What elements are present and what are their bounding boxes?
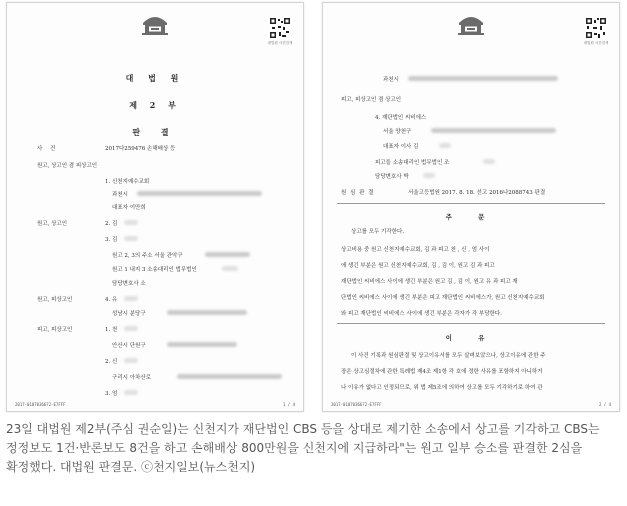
party-4-name: 4. 유 <box>105 297 118 303</box>
reasons-line-2: 장은 상고심절차에 관한 특례법 제4조 제1항 각 호에 정한 사유를 포함하지 아니하거 <box>341 369 543 375</box>
defendant-attorney: 담당변호사 박 <box>375 174 409 180</box>
holding-line-3: 에 생긴 부분은 원고 신천지예수교회, 김 , 김 이, 원고 김 과 피고 <box>341 263 495 269</box>
lower-court-label: 원 심 판 결 <box>341 190 375 196</box>
redacted-name <box>439 143 451 148</box>
judgment-page-1 <box>6 2 304 412</box>
case-label: 사 건 <box>37 146 59 152</box>
redacted-name <box>124 296 138 301</box>
party-role-defendant-appellee: 피고, 피상고인 <box>37 327 73 333</box>
party-1-address-label: 과천시 <box>112 192 128 198</box>
defendant-2-address: 구리시 아차산로 <box>112 375 151 381</box>
court-seal-icon <box>140 13 170 37</box>
redacted-address <box>167 310 247 315</box>
holding-line-4: 재단법인 씨비에스 사이에 생긴 부분은 원고 김 , 김 이, 원고 유 과 피고 재 <box>341 279 518 285</box>
document-id: 2017-0107036672-E7FFF <box>331 402 382 407</box>
attorney-line: 담당변호사 소 <box>112 281 146 287</box>
qr-code-icon <box>269 17 291 39</box>
page-number: 2 / 4 <box>598 402 611 407</box>
defendant-1-address: 안산시 단원구 <box>112 343 146 349</box>
redacted-name <box>222 266 238 271</box>
redacted-address <box>408 76 558 81</box>
division-name: 제 2 부 <box>129 100 181 110</box>
reasons-line-1: 이 사건 기록과 원심판결 및 상고이유서를 모두 살펴보았으나, 상고이유에 관한 주 <box>351 353 546 359</box>
defendant-1-name: 1. 천 <box>105 327 118 333</box>
party-role-defendant-appellant: 피고, 피상고인 겸 상고인 <box>341 97 402 103</box>
judgment-title: 판 결 <box>132 127 178 137</box>
redacted-name <box>124 358 138 363</box>
redacted-address <box>431 128 556 133</box>
page-number: 1 / 4 <box>282 402 295 407</box>
address-note: 원고 2, 3의 주소 서울 관악구 <box>112 253 183 259</box>
party-1-name: 1. 신천지예수교회 <box>105 179 150 185</box>
holding-title: 주 문 <box>445 213 497 221</box>
defendant-2-name: 2. 신 <box>105 359 118 365</box>
party-role-plaintiff-appellant: 원고, 상고인 <box>37 221 68 227</box>
party-1-representative: 대표자 이만희 <box>112 205 146 211</box>
holding-line-2: 상고비용 중 원고 신천지예수교회, 김 과 피고 천 , 신 , 엄 사이 <box>341 247 490 253</box>
reasons-title: 이 유 <box>445 334 497 342</box>
party-4-address: 성남시 분당구 <box>112 311 146 317</box>
redacted-name <box>423 173 435 178</box>
reasons-line-3: 나 이유가 없다고 인정되므로, 위 법 제5조에 의하여 상고를 모두 기각하기로 하여 관 <box>341 385 543 391</box>
photo-caption: 23일 대법원 제2부(주심 권순일)는 신천지가 재단법인 CBS 등을 상대로 제기한 소송에서 상고를 기각하고 CBS는 정정보도 1건·반론보도 8건을 하고 손해배상 800만원을 신천지에 지급하라"는 원고 일부 승소를 판결한 2심을 확정했다. 대법원 판결문. ⓒ천지일보(뉴스천지) <box>6 422 600 474</box>
defendant-3-name: 3. 엄 <box>105 391 118 397</box>
section-divider <box>337 323 605 324</box>
redacted-name <box>124 220 138 225</box>
party-role-plaintiff-appellee: 원고, 피상고인 <box>37 297 73 303</box>
section-divider <box>337 203 605 204</box>
redacted-name <box>124 326 138 331</box>
redacted-address <box>205 252 250 257</box>
court-seal-icon <box>456 13 486 37</box>
party-3-name: 3. 김 <box>105 237 118 243</box>
redacted-name <box>124 390 138 395</box>
document-id: 2017-0107036672-E7FFF <box>15 402 66 407</box>
lower-court-judgment: 서울고등법원 2017. 8. 18. 선고 2016나2088743 판결 <box>408 190 546 196</box>
redacted-address <box>137 191 262 196</box>
qr-caption: 대법원 사건검색 <box>583 41 609 45</box>
party-2-name: 2. 김 <box>105 221 118 227</box>
qr-code-icon <box>585 17 607 39</box>
defendant-4-name: 4. 재단법인 씨비에스 <box>375 115 427 121</box>
holding-line-5: 단법인 씨비에스 사이에 생긴 부분은 피고 재단법인 씨비에스가, 원고 신천지예수교회 <box>341 295 545 301</box>
party-role-header: 원고, 상고인 겸 피상고인 <box>37 163 98 169</box>
address-label: 과천시 <box>383 77 399 83</box>
defendant-4-address: 서울 양천구 <box>383 129 412 135</box>
redacted-name <box>483 159 495 164</box>
case-number: 2017다259476 손해배상 등 <box>105 146 176 152</box>
defendant-counsel: 피고들 소송대리인 법무법인 조 <box>375 160 450 166</box>
redacted-name <box>124 236 138 241</box>
redacted-address <box>177 374 282 379</box>
judgment-page-2 <box>322 2 620 412</box>
court-name: 대 법 원 <box>125 73 185 83</box>
counsel-note: 원고 1 내지 3 소송대리인 법무법인 <box>112 267 197 273</box>
holding-line-6: 와 피고 재단법인 씨비에스 사이에 생긴 부분은 각자가 각 부담한다. <box>341 311 502 317</box>
holding-line-1: 상고를 모두 기각한다. <box>351 229 405 235</box>
redacted-address <box>167 342 237 347</box>
qr-caption: 대법원 사건검색 <box>267 41 293 45</box>
defendant-4-representative: 대표자 이사 김 <box>383 144 419 150</box>
